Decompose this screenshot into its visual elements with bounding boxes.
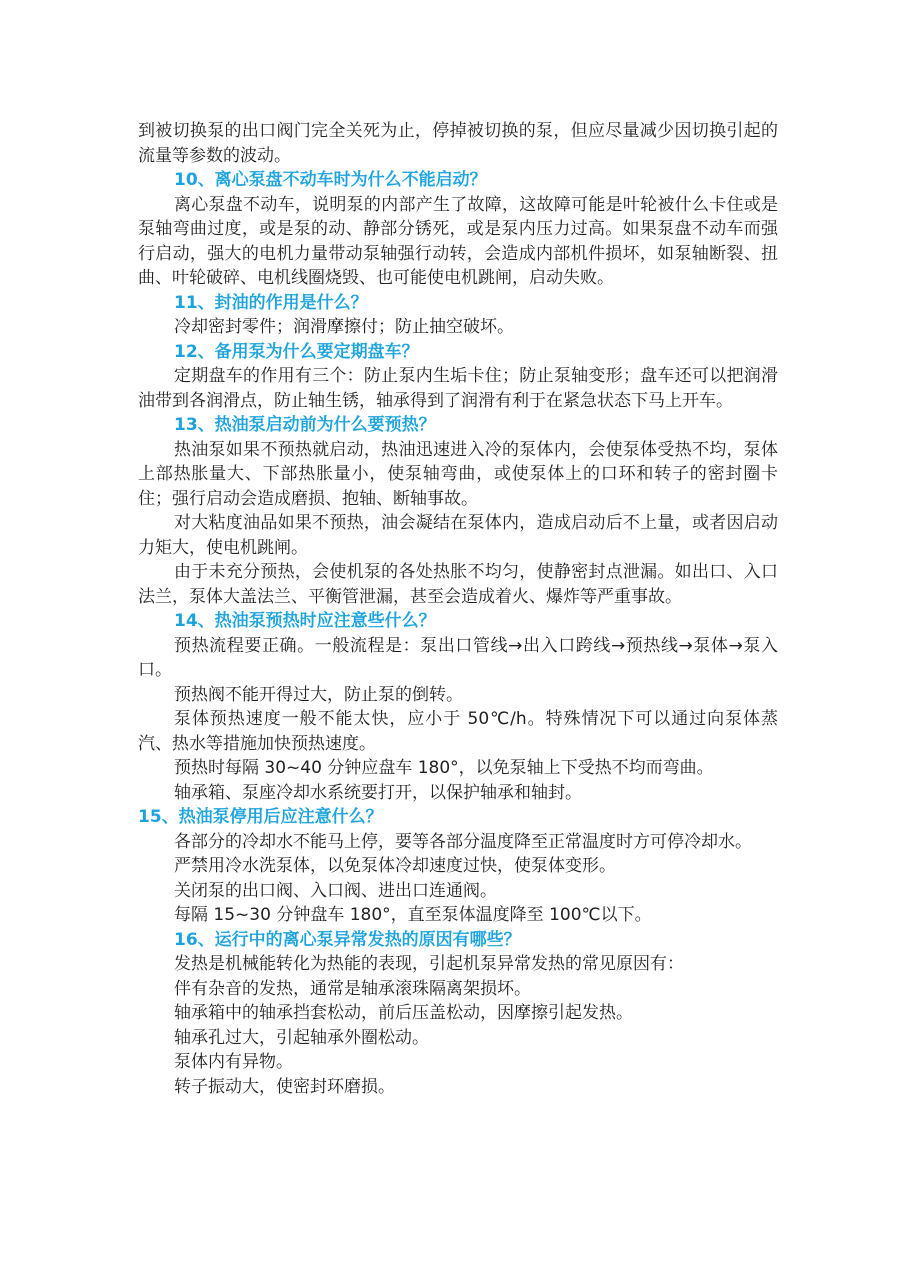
paragraph: 预热流程要正确。一般流程是：泵出口管线→出入口跨线→预热线→泵体→泵入口。: [138, 635, 778, 680]
paragraph: 发热是机械能转化为热能的表现，引起机泵异常发热的常见原因有：: [174, 954, 684, 974]
paragraph: 泵体预热速度一般不能太快，应小于 50℃/h。特殊情况下可以通过向泵体蒸汽、热水等措施加快预热速度。: [138, 709, 778, 754]
paragraph: 转子振动大，使密封环磨损。: [174, 1076, 395, 1097]
paragraph: 预热时每隔 30~40 分钟应盘车 180°，以免泵轴上下受热不均而弯曲。: [174, 758, 714, 778]
paragraph: 严禁用冷水洗泵体，以免泵体冷却速度过快，使泵体变形。: [174, 856, 616, 876]
section-heading: 15、热油泵停用后应注意什么？: [138, 807, 383, 827]
paragraph: 各部分的冷却水不能马上停，要等各部分温度降至正常温度时方可停冷却水。: [174, 831, 752, 852]
section-heading: 11、封油的作用是什么？: [174, 292, 368, 313]
section-heading: 12、备用泵为什么要定期盘车？: [174, 341, 419, 362]
paragraph: 对大粘度油品如果不预热，油会凝结在泵体内，造成启动后不上量，或者因启动力矩大，使电机跳闸。: [138, 513, 778, 558]
section-heading: 10、离心泵盘不动车时为什么不能启动？: [174, 170, 487, 190]
paragraph: 轴承箱、泵座冷却水系统要打开，以保护轴承和轴封。: [174, 782, 582, 803]
paragraph: 关闭泵的出口阀、入口阀、进出口连通阀。: [174, 880, 497, 901]
paragraph: 冷却密封零件；润滑摩擦付；防止抽空破坏。: [174, 317, 514, 337]
paragraph: 到被切换泵的出口阀门完全关死为止，停掉被切换的泵，但应尽量减少因切换引起的流量等参数的波动。: [138, 121, 778, 166]
paragraph: 由于未充分预热，会使机泵的各处热胀不均匀，使静密封点泄漏。如出口、入口法兰，泵体大盖法兰、平衡管泄漏，甚至会造成着火、爆炸等严重事故。: [138, 562, 778, 607]
paragraph: 轴承箱中的轴承挡套松动，前后压盖松动，因摩擦引起发热。: [174, 1003, 633, 1023]
paragraph: 伴有杂音的发热，通常是轴承滚珠隔离架损坏。: [174, 978, 531, 999]
paragraph: 预热阀不能开得过大，防止泵的倒转。: [174, 684, 463, 705]
paragraph: 每隔 15~30 分钟盘车 180°，直至泵体温度降至 100℃以下。: [174, 905, 652, 925]
paragraph: 热油泵如果不预热就启动，热油迅速进入冷的泵体内，会使泵体受热不均，泵体上部热胀量大、下部热胀量小，使泵轴弯曲，或使泵体上的口环和转子的密封圈卡住；强行启动会造成磨损、抱轴、断轴事故。: [138, 439, 778, 509]
section-heading: 16、运行中的离心泵异常发热的原因有哪些？: [174, 929, 521, 950]
paragraph: 定期盘车的作用有三个：防止泵内生垢卡住；防止泵轴变形；盘车还可以把润滑油带到各润滑点，防止轴生锈，轴承得到了润滑有利于在紧急状态下马上开车。: [138, 366, 778, 411]
paragraph: 轴承孔过大，引起轴承外圈松动。: [174, 1027, 429, 1048]
document-body: [138, 119, 778, 1099]
section-heading: 13、热油泵启动前为什么要预热？: [174, 415, 436, 435]
paragraph: 泵体内有异物。: [174, 1052, 293, 1072]
paragraph: 离心泵盘不动车，说明泵的内部产生了故障，这故障可能是叶轮被什么卡住或是泵轴弯曲过度，或是泵的动、静部分锈死，或是泵内压力过高。如果泵盘不动车而强行启动，强大的电机力量带动泵轴强行动转，会造成内部机件损坏，如泵轴断裂、扭曲、叶轮破碎、电机线圈烧毁、也可能使电机跳闸，启动失败。: [138, 194, 778, 288]
section-heading: 14、热油泵预热时应注意些什么？: [174, 611, 436, 631]
